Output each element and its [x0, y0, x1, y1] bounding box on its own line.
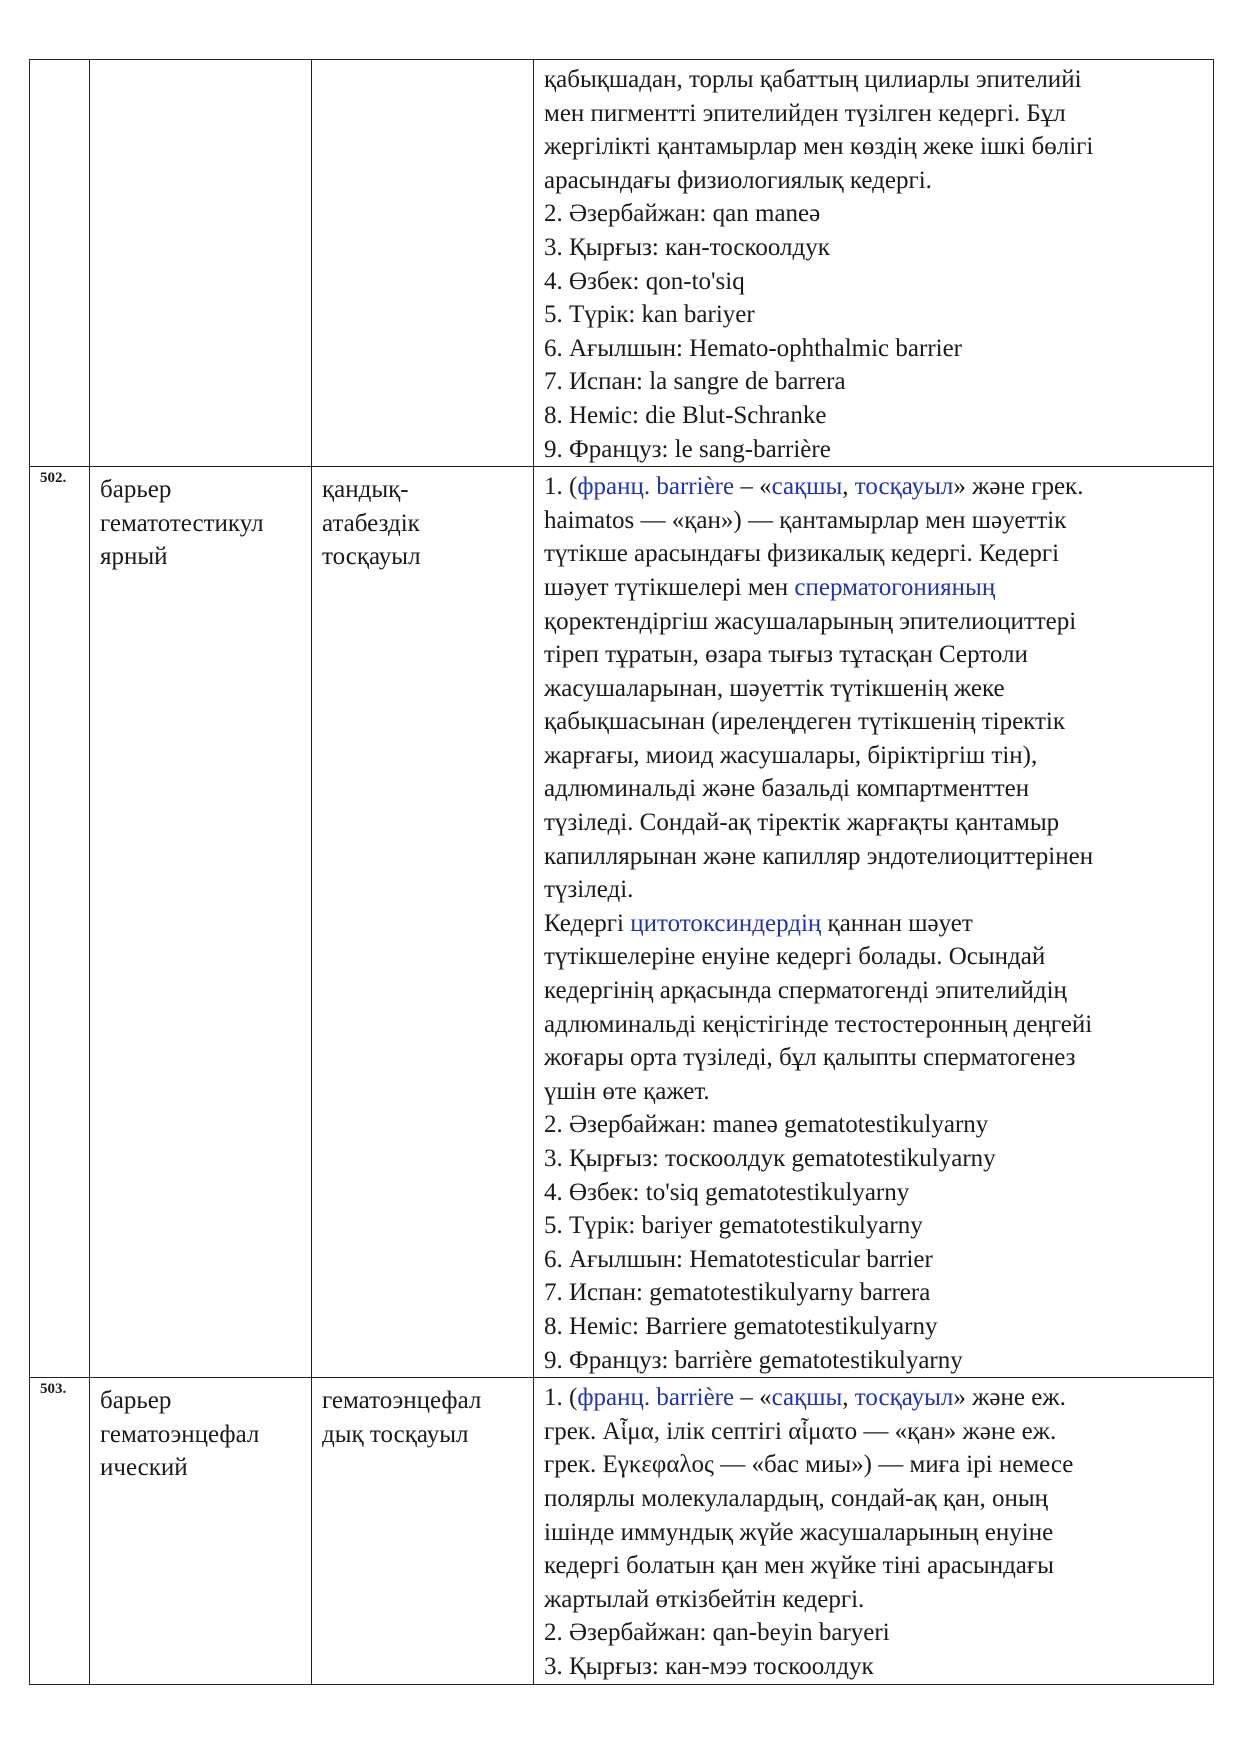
definition-line: [544, 164, 1209, 198]
definition-line: [544, 1310, 1209, 1344]
definition-line: [544, 974, 1209, 1008]
definition-line: [544, 365, 1209, 399]
definition-text-segment: 7. Испан: la sangre de barrera: [544, 368, 846, 396]
table-row: [30, 60, 1214, 467]
definition-text: [534, 60, 1213, 466]
definition-line: [544, 1415, 1209, 1449]
definition-text-segment: 9. Француз: le sang-barrière: [544, 435, 831, 463]
term-line: гематотестикул: [100, 509, 264, 537]
kazakh-term-cell: [312, 467, 534, 1378]
term-line: тосқауыл: [322, 543, 421, 571]
kazakh-term: [312, 60, 533, 66]
definition-text-segment: түтікше арасындағы физикалық кедергі. Кедергі: [544, 540, 1060, 568]
definition-text-segment: 4. Өзбек: qon-to'siq: [544, 267, 745, 295]
definition-text-segment: түзіледі. Сондай-ақ тіректік жарғақты қантамыр: [544, 809, 1060, 837]
definition-line: [544, 1448, 1209, 1482]
definition-text-segment: » және еж.: [953, 1384, 1066, 1412]
definition-line: [544, 571, 1209, 605]
definition-text-segment: түзіледі.: [544, 876, 634, 904]
definition-line: [544, 840, 1209, 874]
definition-line: [544, 537, 1209, 571]
kazakh-term: [312, 467, 533, 574]
definition-cell: [534, 60, 1214, 467]
definition-text-segment: қаннан шәует: [821, 909, 973, 937]
dictionary-table: [29, 59, 1214, 1685]
term-line: гематоэнцефал: [322, 1387, 482, 1415]
definition-text-segment: 1. (: [544, 1384, 578, 1412]
definition-text-segment: жарғағы, миоид жасушалары, біріктіргіш тін),: [544, 741, 1038, 769]
linked-term: цитотоксиндердің: [630, 909, 822, 937]
russian-term: [90, 60, 311, 66]
entry-number: 503.: [40, 1381, 67, 1398]
definition-line: [544, 907, 1209, 941]
linked-term: франц. barrière: [577, 473, 735, 501]
definition-text: [534, 1378, 1213, 1683]
definition-line: [544, 130, 1209, 164]
definition-cell: [534, 467, 1214, 1378]
russian-term: [90, 467, 311, 574]
definition-line: [544, 1516, 1209, 1550]
definition-text-segment: ,: [842, 473, 855, 501]
definition-text-segment: қабықшадан, торлы қабаттың цилиарлы эпителийі: [544, 66, 1082, 93]
definition-line: [544, 1008, 1209, 1042]
definition-text-segment: арасындағы физиологиялық кедергі.: [544, 166, 932, 194]
definition-text-segment: 2. Әзербайжан: qan-beyin baryeri: [544, 1619, 890, 1647]
definition-line: [544, 504, 1209, 538]
definition-text-segment: 8. Неміс: Barriere gematotestikulyarny: [544, 1312, 938, 1340]
definition-line: [544, 739, 1209, 773]
term-line: дық тосқауыл: [322, 1420, 469, 1448]
definition-text-segment: 4. Өзбек: to'siq gematotestikulyarny: [544, 1178, 910, 1206]
table-row: [30, 1378, 1214, 1684]
definition-line: [544, 605, 1209, 639]
term-line: атабездік: [322, 509, 420, 537]
russian-term-cell: [90, 60, 312, 467]
term-line: гематоэнцефал: [100, 1420, 260, 1448]
definition-line: [544, 470, 1209, 504]
definition-text-segment: капиллярынан және капилляр эндотелиоциттерінен: [544, 842, 1094, 870]
definition-line: [544, 1583, 1209, 1617]
definition-text-segment: 6. Ағылшын: Hemato-ophthalmic barrier: [544, 334, 963, 362]
definition-line: [544, 399, 1209, 433]
definition-line: [544, 1075, 1209, 1109]
definition-line: [544, 231, 1209, 265]
kazakh-term: [312, 1378, 533, 1451]
definition-line: [544, 332, 1209, 366]
definition-line: [544, 1209, 1209, 1243]
definition-line: [544, 1482, 1209, 1516]
entry-number: [30, 60, 89, 62]
term-line: барьер: [100, 1387, 172, 1415]
definition-text-segment: жасушаларынан, шәуеттік түтікшенің жеке: [544, 674, 1005, 702]
definition-text-segment: шәует түтікшелері мен: [544, 573, 795, 601]
definition-line: [544, 433, 1209, 467]
term-line: барьер: [100, 476, 172, 504]
definition-line: [544, 1041, 1209, 1075]
definition-text-segment: мен пигментті эпителийден түзілген кедергі. Бұл: [544, 99, 1066, 127]
definition-line: [544, 705, 1209, 739]
definition-text-segment: 6. Ағылшын: Hematotesticular barrier: [544, 1245, 933, 1273]
definition-line: [544, 1108, 1209, 1142]
entry-number-cell: [30, 1378, 90, 1684]
definition-line: [544, 1176, 1209, 1210]
definition-text-segment: қоректендіргіш жасушаларының эпителиоциттері: [544, 607, 1077, 635]
definition-text-segment: ,: [842, 1384, 855, 1412]
linked-term: сақшы: [771, 1384, 843, 1412]
definition-text-segment: түтікшелеріне енуіне кедергі болады. Осындай: [544, 943, 1046, 971]
definition-line: [544, 63, 1209, 97]
term-line: ярный: [100, 543, 168, 571]
definition-text-segment: 2. Әзербайжан: maneə gematotestikulyarny: [544, 1111, 989, 1139]
entry-number-cell: [30, 467, 90, 1378]
definition-line: [544, 1142, 1209, 1176]
definition-text: [534, 467, 1213, 1377]
definition-text-segment: полярлы молекулалардың, сондай-ақ қан, оның: [544, 1484, 1049, 1512]
definition-text-segment: 9. Француз: barrière gematotestikulyarny: [544, 1346, 963, 1374]
definition-line: [544, 298, 1209, 332]
definition-text-segment: – «: [734, 473, 772, 501]
definition-line: [544, 265, 1209, 299]
definition-line: [544, 638, 1209, 672]
linked-term: сперматогонияның: [794, 573, 996, 601]
russian-term-cell: [90, 1378, 312, 1684]
definition-line: [544, 1381, 1209, 1415]
definition-text-segment: адлюминальді және базальді компартменттен: [544, 775, 1030, 803]
definition-text-segment: 3. Қырғыз: кан-мээ тоскоолдук: [544, 1652, 874, 1680]
linked-term: тосқауыл: [854, 473, 954, 501]
definition-text-segment: 3. Қырғыз: тоскоолдук gematotestikulyarny: [544, 1145, 996, 1172]
definition-text-segment: қабықшасынан (ирелеңдеген түтікшенің тіректік: [544, 708, 1066, 736]
definition-text-segment: тіреп тұратын, өзара тығыз тұтасқан Сертоли: [544, 641, 1028, 669]
definition-line: [544, 772, 1209, 806]
definition-line: [544, 1650, 1209, 1684]
dictionary-body: [30, 60, 1214, 1685]
table-row: [30, 467, 1214, 1378]
entry-number-cell: [30, 60, 90, 467]
definition-text-segment: 1. (: [544, 473, 578, 501]
definition-text-segment: үшін өте қажет.: [544, 1077, 710, 1105]
definition-text-segment: ішінде иммундық жүйе жасушаларының енуіне: [544, 1518, 1054, 1546]
linked-term: франц. barrière: [577, 1384, 735, 1412]
definition-text-segment: 8. Неміс: die Blut-Schranke: [544, 401, 827, 429]
definition-text-segment: » және грек.: [953, 473, 1084, 501]
definition-text-segment: грек. Εγκεφαλος — «бас миы») — миға ірі немесе: [544, 1451, 1074, 1479]
definition-text-segment: грек. Аἷμα, ілік септігі αἷματο — «қан» және еж.: [544, 1417, 1057, 1445]
definition-text-segment: haimatos — «қан») — қантамырлар мен шәуеттік: [544, 506, 1067, 534]
linked-term: сақшы: [771, 473, 843, 501]
definition-line: [544, 1344, 1209, 1378]
definition-line: [544, 1616, 1209, 1650]
definition-cell: [534, 1378, 1214, 1684]
definition-text-segment: жергілікті қантамырлар мен көздің жеке ішкі бөлігі: [544, 133, 1094, 161]
definition-text-segment: 5. Түрік: bariyer gematotestikulyarny: [544, 1212, 923, 1240]
definition-text-segment: Кедергі: [544, 909, 631, 937]
definition-line: [544, 806, 1209, 840]
definition-line: [544, 97, 1209, 131]
definition-text-segment: – «: [734, 1384, 772, 1412]
definition-text-segment: 7. Испан: gematotestikulyarny barrera: [544, 1279, 931, 1307]
definition-line: [544, 197, 1209, 231]
entry-number: 502.: [40, 470, 67, 487]
definition-text-segment: жартылай өткізбейтін кедергі.: [544, 1585, 865, 1613]
definition-text-segment: 5. Түрік: kan bariyer: [544, 301, 755, 329]
definition-text-segment: кедергі болатын қан мен жүйке тіні арасындағы: [544, 1552, 1054, 1580]
definition-text-segment: кедергінің арқасында сперматогенді эпителийдің: [544, 977, 1067, 1005]
definition-text-segment: 3. Қырғыз: кан-тоскоолдук: [544, 233, 830, 261]
russian-term-cell: [90, 467, 312, 1378]
term-line: ический: [100, 1454, 188, 1482]
definition-line: [544, 672, 1209, 706]
kazakh-term-cell: [312, 1378, 534, 1684]
definition-line: [544, 1243, 1209, 1277]
definition-text-segment: адлюминальді кеңістігінде тестостеронның деңгейі: [544, 1010, 1093, 1038]
russian-term: [90, 1378, 311, 1485]
kazakh-term-cell: [312, 60, 534, 467]
definition-text-segment: 2. Әзербайжан: qan maneə: [544, 200, 821, 228]
term-line: қандық-: [322, 476, 409, 504]
definition-line: [544, 940, 1209, 974]
linked-term: тосқауыл: [854, 1384, 954, 1412]
definition-line: [544, 873, 1209, 907]
definition-text-segment: жоғары орта түзіледі, бұл қалыпты сперматогенез: [544, 1044, 1076, 1072]
definition-line: [544, 1276, 1209, 1310]
definition-line: [544, 1549, 1209, 1583]
